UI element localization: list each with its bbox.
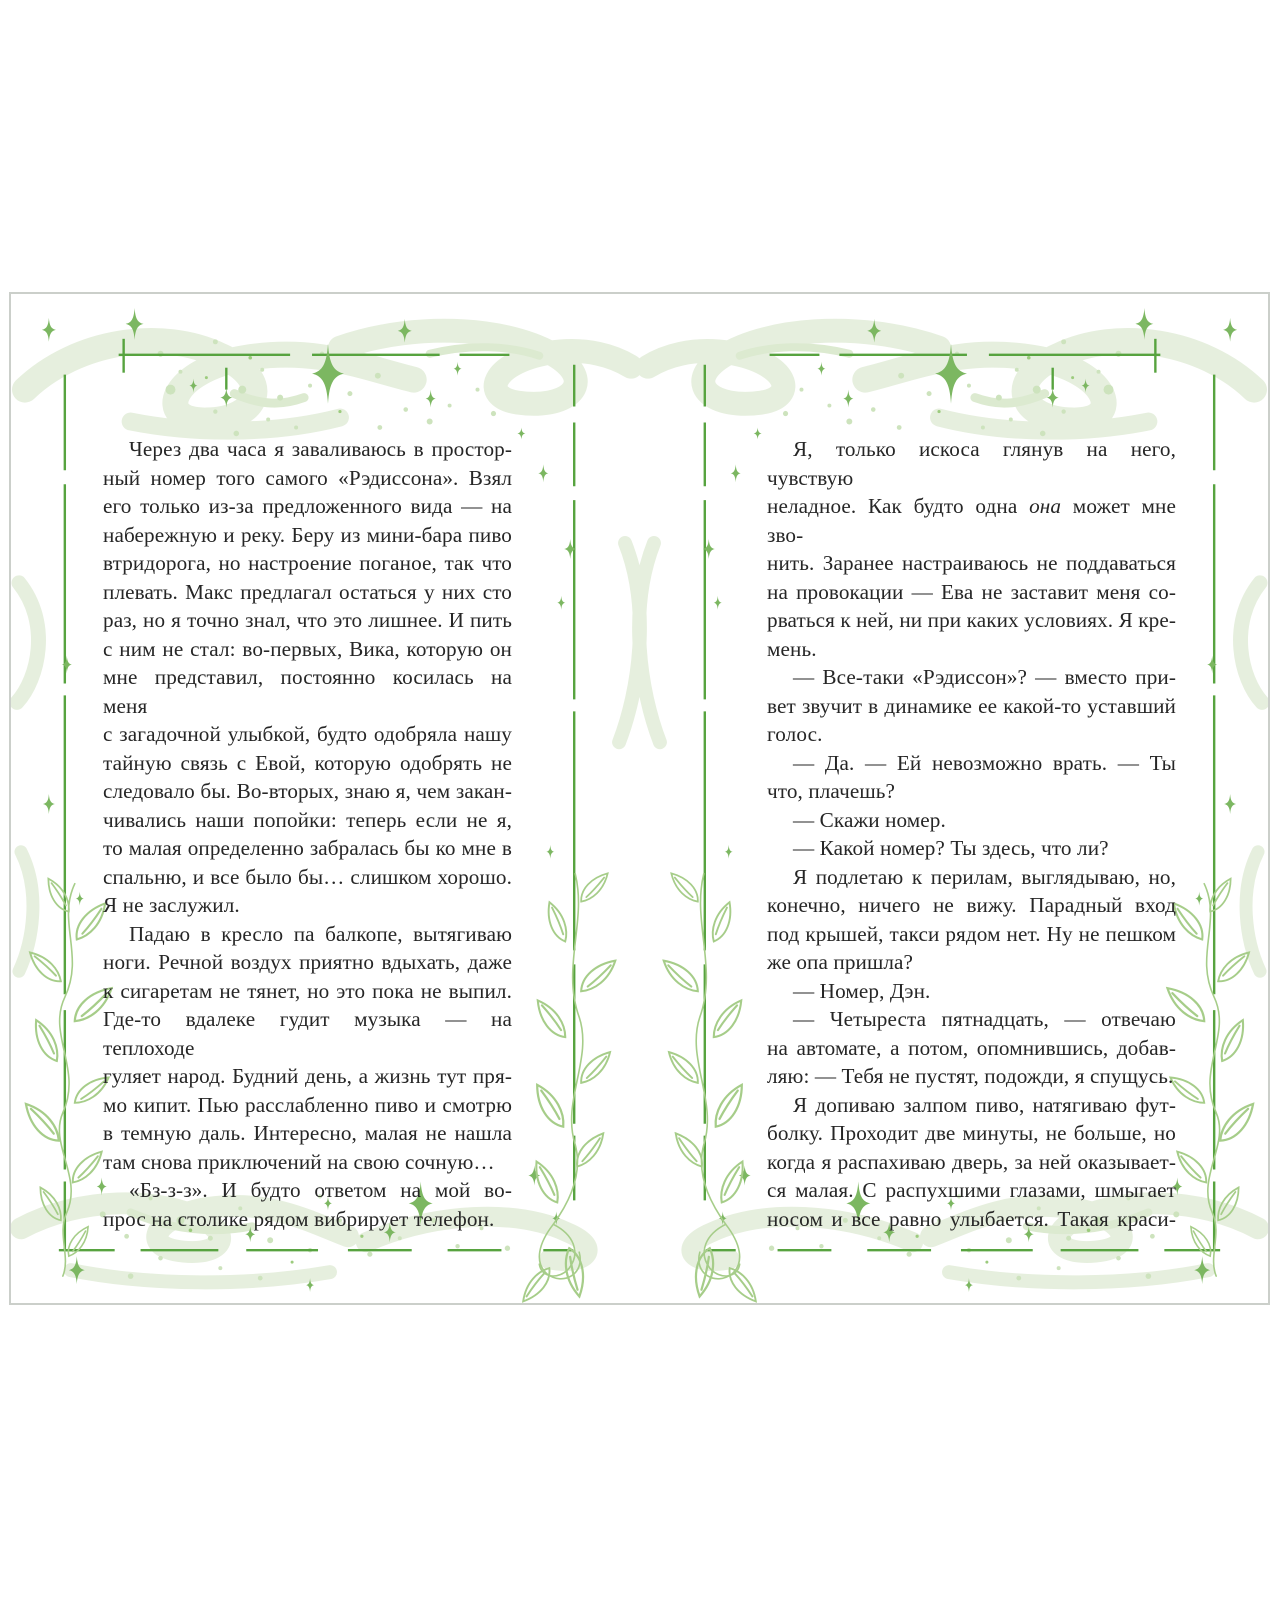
text-line: — Номер, Дэн. (793, 978, 931, 1003)
text-line: вет звучит в динамике ее какой-то уставший (767, 693, 1176, 718)
text-line: Я не заслужил. (103, 893, 240, 917)
book-spread-sheet (9, 292, 1270, 1305)
text-line: что, плачешь? (767, 779, 896, 803)
text-line: — Скажи номер. (793, 807, 946, 832)
text-line: на провокации — Ева не заставит меня со- (767, 579, 1176, 604)
text-line: ляю: — Тебя не пустят, подожди, я спущусь. (767, 1064, 1174, 1088)
text-line: к сигаретам не тянет, но это пока не выпил. (103, 978, 512, 1003)
left-page-text-column (103, 435, 512, 1233)
text-line: Я, только искоса глянув на него, чувствую (767, 437, 1176, 490)
text-line: плевать. Макс предлагал остаться у них сто (103, 579, 512, 604)
text-line: мо кипит. Пью расслабленно пиво и смотрю (103, 1092, 512, 1117)
text-line: чивались наши попойки: теперь если не я, (103, 807, 512, 832)
text-line: — Да. — Ей невозможно врать. — Ты (793, 750, 1176, 775)
right-page-text-column (767, 435, 1176, 1233)
text-line: набережную и реку. Беру из мини-бара пиво (103, 522, 512, 547)
text-line: с ним не стал: во-первых, Вика, которую он (103, 636, 512, 661)
text-line: Я допиваю залпом пиво, натягиваю фут- (793, 1092, 1176, 1117)
text-line: мень. (767, 636, 817, 661)
text-line: следовало бы. Во-вторых, знаю я, чем закан- (103, 779, 512, 803)
text-line: раз, но я точно знал, что это лишнее. И пить (103, 608, 512, 632)
text-line: спальню, и все было бы… слишком хорошо. (103, 864, 512, 889)
text-line: на автомате, а потом, опомнившись, добав- (767, 1035, 1176, 1060)
text-line: прос на столике рядом вибрирует телефон. (103, 1206, 495, 1231)
text-line: рваться к ней, ни при каких условиях. Я кре- (767, 608, 1176, 632)
text-line: в темную даль. Интересно, малая не нашла (103, 1121, 512, 1145)
text-line: ный номер того самого «Рэдиссона». Взял (103, 465, 512, 490)
text-line: «Бз-з-з». И будто ответом на мой во- (129, 1178, 512, 1202)
text-line: его только из-за предложенного вида — на (103, 494, 512, 518)
text-line: голос. (767, 722, 823, 746)
text-line: конечно, ничего не вижу. Парадный вход (767, 893, 1176, 917)
text-line: с загадочной улыбкой, будто одобряла нашу (103, 722, 512, 746)
text-line: тайную связь с Евой, которую одобрять не (103, 750, 512, 775)
text-line: мне представил, постоянно косилась на меня (103, 665, 512, 718)
text-line: под крышей, такси рядом нет. Ну не пешком (767, 921, 1176, 946)
text-line: Где-то вдалеке гудит музыка — на теплоходе (103, 1007, 512, 1060)
text-line: ся малая. С распухшими глазами, шмыгает (767, 1178, 1176, 1202)
text-line: гуляет народ. Будний день, а жизнь тут пря- (103, 1064, 512, 1088)
text-line: же опа пришла? (767, 950, 914, 974)
text-line: Падаю в кресло па балкопе, вытягиваю (129, 921, 512, 946)
text-line: Я подлетаю к перилам, выглядываю, но, (793, 864, 1176, 889)
text-line: нить. Заранее настраиваюсь не поддаваться (767, 551, 1176, 575)
text-line: там снова приключений на свою сочную… (103, 1149, 495, 1174)
text-line: втридорога, но настроение поганое, так что (103, 551, 512, 575)
text-line: неладное. Как будто одна она может мне зво- (767, 494, 1176, 547)
text-line: носом и все равно улыбается. Такая краси- (767, 1206, 1176, 1231)
text-line: — Какой номер? Ты здесь, что ли? (793, 836, 1109, 860)
text-line: — Четыреста пятнадцать, — отвечаю (793, 1007, 1176, 1031)
text-line: Через два часа я заваливаюсь в простор- (129, 437, 512, 461)
text-line: ноги. Речной воздух приятно вдыхать, даже (103, 950, 512, 974)
text-line: — Все-таки «Рэдиссон»? — вместо при- (793, 665, 1176, 689)
text-line: когда я распахиваю дверь, за ней оказывает- (767, 1149, 1176, 1174)
text-line: то малая определенно забралась бы ко мне в (103, 836, 512, 860)
text-line: болку. Проходит две минуты, не больше, но (767, 1121, 1176, 1145)
